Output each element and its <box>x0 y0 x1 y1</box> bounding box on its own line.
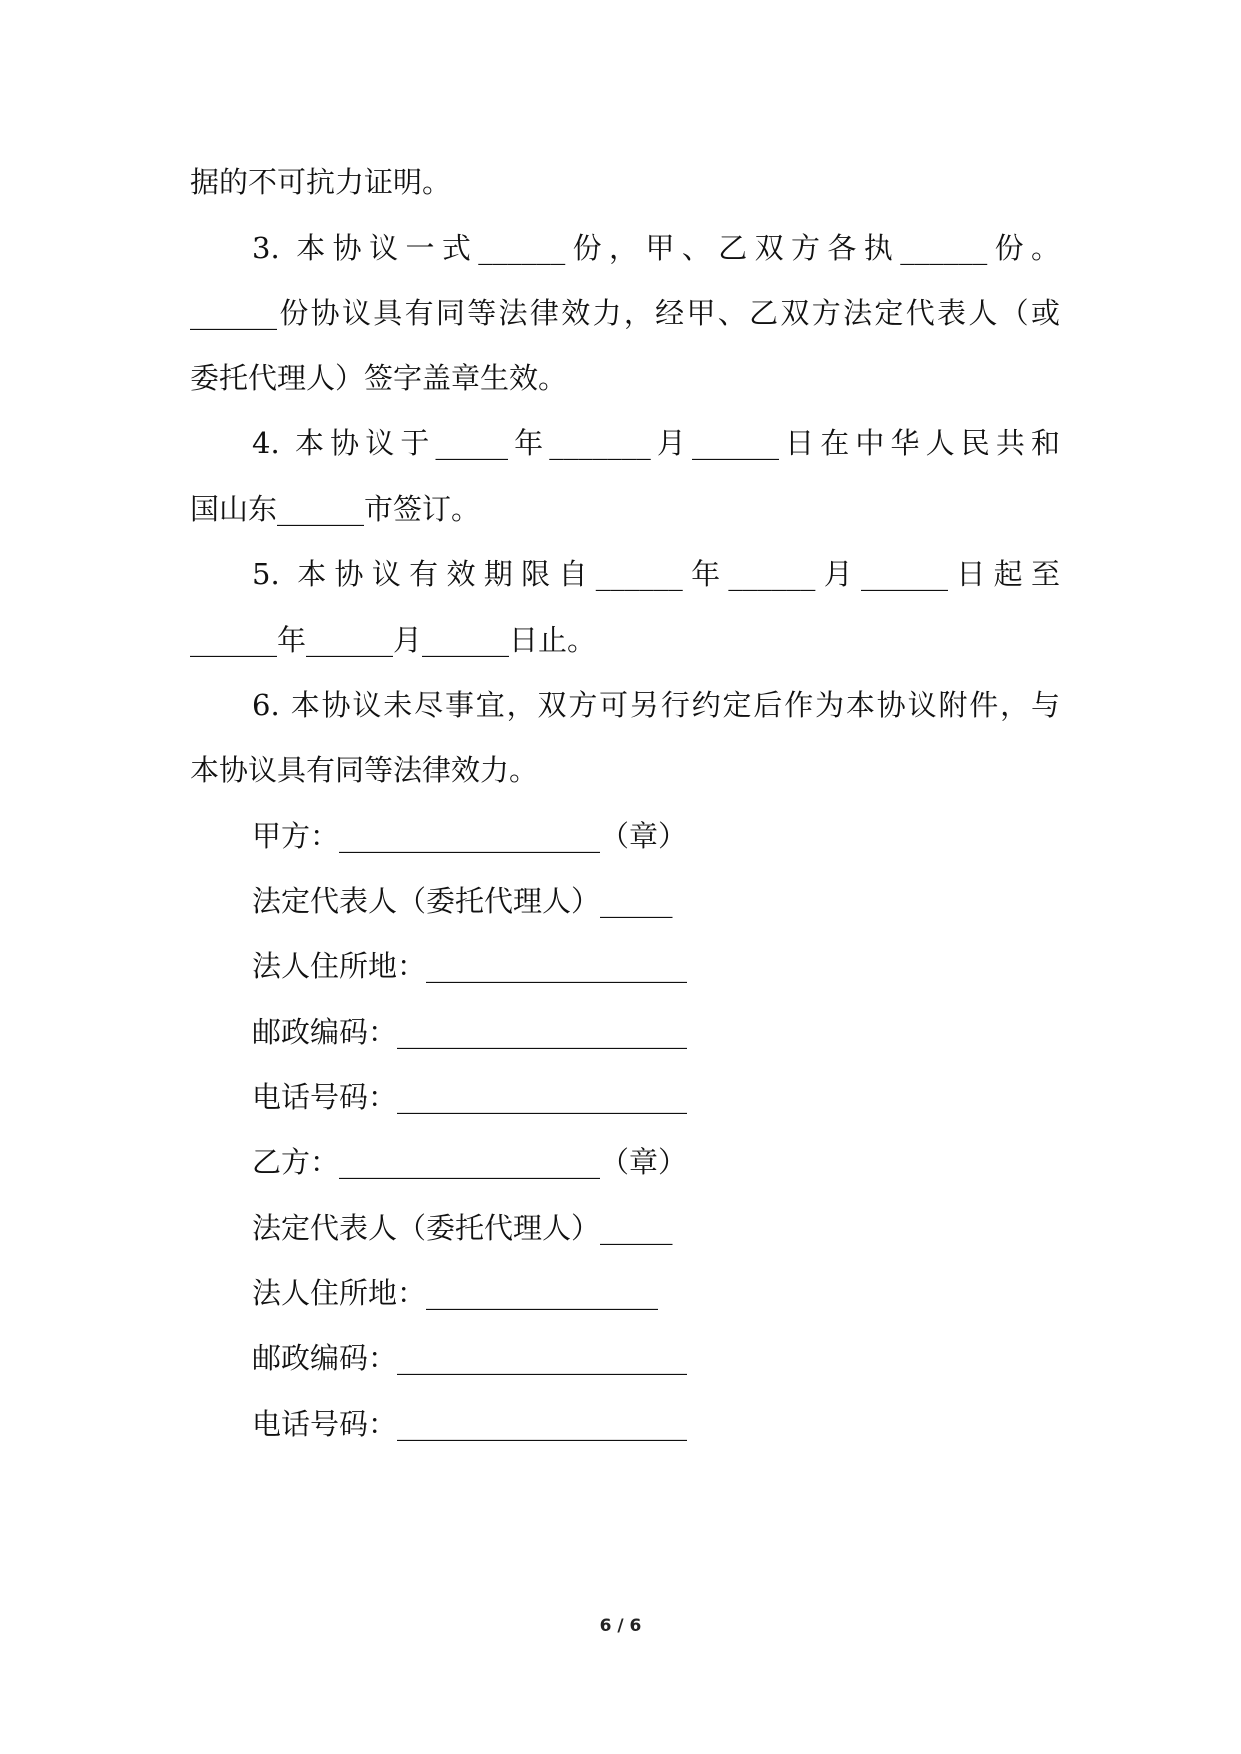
party-a-name: 甲方：__________________（章） <box>252 819 688 853</box>
party-a-address: 法人住所地：__________________ <box>252 949 688 983</box>
party-a-postcode: 邮政编码：____________________ <box>252 1015 688 1049</box>
body-line-1: 据的不可抗力证明。 <box>190 165 452 199</box>
clause-5-line-1: 5. 本协议有效期限自______年______月______日起至 <box>252 557 1060 591</box>
party-b-phone: 电话号码：____________________ <box>252 1407 688 1441</box>
party-a-representative: 法定代表人（委托代理人）_____ <box>252 884 673 918</box>
clause-5-line-2: ______年______月______日止。 <box>190 623 597 657</box>
party-b-name: 乙方：__________________（章） <box>252 1145 688 1179</box>
party-b-representative: 法定代表人（委托代理人）_____ <box>252 1211 673 1245</box>
clause-3-line-2: ______份协议具有同等法律效力，经甲、乙双方法定代表人（或 <box>190 296 1060 330</box>
party-b-postcode: 邮政编码：____________________ <box>252 1341 688 1375</box>
clause-4-line-2: 国山东______市签订。 <box>190 492 481 526</box>
clause-3-line-1: 3. 本协议一式______份，甲、乙双方各执______份。 <box>252 231 1060 265</box>
clause-3-line-3: 委托代理人）签字盖章生效。 <box>190 361 568 395</box>
party-a-phone: 电话号码：____________________ <box>252 1080 688 1114</box>
clause-6-line-1: 6. 本协议未尽事宜，双方可另行约定后作为本协议附件，与 <box>252 688 1060 722</box>
party-b-address: 法人住所地：________________ <box>252 1276 659 1310</box>
clause-4-line-1: 4. 本协议于_____年_______月______日在中华人民共和 <box>252 426 1060 460</box>
page-number: 6 / 6 <box>599 1616 642 1636</box>
clause-6-line-2: 本协议具有同等法律效力。 <box>190 753 539 787</box>
